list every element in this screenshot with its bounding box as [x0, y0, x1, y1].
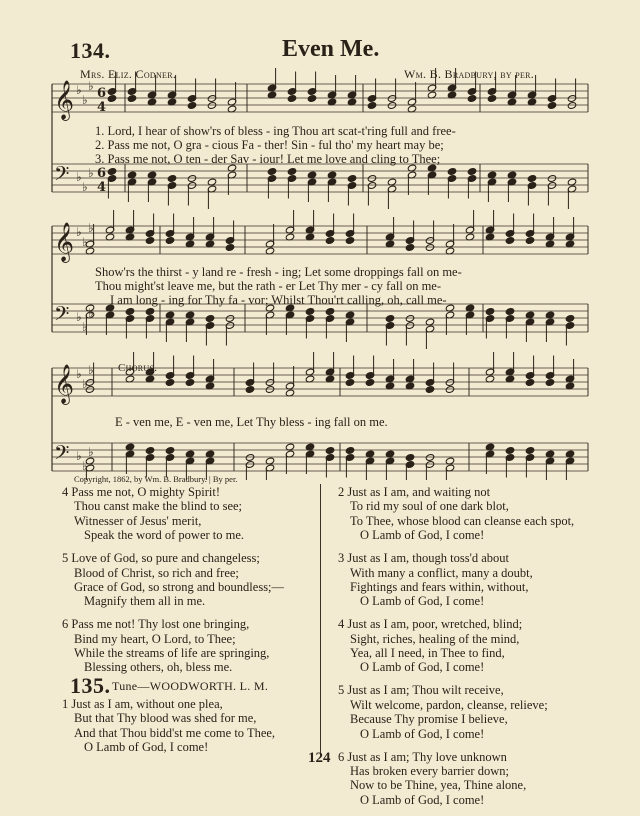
hymn-135-verse-3	[338, 551, 628, 609]
flat-sign: ♭	[82, 180, 88, 194]
verse-line: Because Thy promise I believe,	[350, 712, 508, 727]
note-head	[287, 168, 296, 176]
note-head	[205, 315, 214, 323]
note-head	[447, 168, 456, 176]
note-head	[185, 379, 194, 387]
note-head	[167, 175, 176, 183]
verse-line: 6 Pass me not! Thy lost one bringing,	[62, 617, 250, 632]
note-head	[425, 244, 434, 252]
note-head	[165, 237, 174, 245]
note-head	[565, 315, 574, 323]
flat-sign: ♭	[88, 221, 94, 235]
flat-sign: ♭	[88, 79, 94, 93]
verse-line: O Lamb of God, I come!	[360, 594, 485, 609]
lyric-system2-line-2: Thou might'st leave me, but the rath - er Let Thy mer - cy fall on me-	[95, 279, 442, 293]
verse-line: But that Thy blood was shed for me,	[74, 711, 257, 726]
note-head	[325, 447, 334, 455]
verse-line: Blessing others, oh, bless me.	[84, 660, 233, 675]
note-head	[405, 454, 414, 462]
note-head	[307, 95, 316, 103]
flat-sign: ♭	[82, 235, 88, 249]
note-head	[505, 447, 514, 455]
note-head	[467, 168, 476, 176]
column-divider	[320, 484, 321, 754]
treble-clef: 𝄞	[54, 222, 75, 262]
verse-line: Magnify them all in me.	[84, 594, 206, 609]
note-head	[325, 308, 334, 316]
hymn-135-verse-1	[62, 697, 317, 755]
treble-clef: 𝄞	[54, 80, 75, 120]
note-head	[225, 244, 234, 252]
note-head	[145, 237, 154, 245]
note-head	[225, 315, 234, 323]
hymn-134-verse-6	[62, 617, 317, 675]
note-head	[345, 237, 354, 245]
note-head	[405, 244, 414, 252]
note-head	[107, 95, 116, 103]
hymn-135-verse-4	[338, 617, 628, 675]
hymn-135-verse-2	[338, 485, 628, 543]
verse-line: 1 Just as I am, without one plea,	[62, 697, 223, 711]
verse-line: 5 Love of God, so pure and changeless;	[62, 551, 260, 566]
verse-line: 6 Just as I am; Thy love unknown	[338, 749, 507, 764]
note-head	[425, 454, 434, 462]
verse-line: Wilt welcome, pardon, cleanse, relieve;	[350, 697, 548, 712]
verse-line: 2 Just as I am, and waiting not	[338, 485, 491, 499]
time-signature: 4	[97, 100, 107, 115]
verse-line: 4 Just as I am, poor, wretched, blind;	[338, 617, 523, 632]
note-head	[367, 102, 376, 110]
hymn-134-title: Even Me.	[282, 36, 380, 62]
verse-line: To rid my soul of one dark blot,	[350, 499, 509, 514]
note-head	[345, 447, 354, 455]
bass-clef: 𝄢	[54, 302, 70, 330]
note-head	[265, 386, 274, 394]
lyric-verse-2: 2. Pass me not, O gra - cious Fa - ther! Sin - ful tho' my heart may be;	[95, 138, 444, 152]
flat-sign: ♭	[76, 170, 82, 184]
flat-sign: ♭	[76, 449, 82, 463]
verse-line: 5 Just as I am; Thou wilt receive,	[338, 683, 504, 698]
note-head	[547, 102, 556, 110]
note-head	[107, 168, 116, 176]
verse-line: Thou canst make the blind to see;	[74, 499, 243, 514]
note-head	[547, 175, 556, 183]
note-head	[385, 315, 394, 323]
note-head	[525, 447, 534, 455]
verse-line: While the streams of life are springing,	[74, 646, 270, 661]
verse-line: Witnesser of Jesus' merit,	[74, 513, 202, 528]
lyric-verse-1: 1. Lord, I hear of show'rs of bless - ing Thou art scat-t'ring full and free-	[95, 124, 456, 138]
verse-line: 3 Just as I am, though toss'd about	[338, 551, 509, 566]
note-head	[485, 308, 494, 316]
note-head	[127, 95, 136, 103]
verse-line: 4 Pass me not, O mighty Spirit!	[62, 485, 220, 499]
copyright-notice: Copyright, 1862, by Wm. B. Bradbury. | By per.	[74, 474, 238, 484]
lyric-system2-line-1: Show'rs the thirst - y land re - fresh - ing; Let some droppings fall on me-	[95, 265, 462, 279]
note-head	[525, 379, 534, 387]
note-head	[567, 102, 576, 110]
verse-line: Yea, all I need, in Thee to find,	[350, 646, 505, 661]
hymn-135-number: 135.	[70, 673, 111, 698]
note-head	[505, 308, 514, 316]
time-signature: 4	[97, 180, 107, 195]
music-credit: Wm. B. Bradbury, by per.	[404, 67, 535, 81]
flat-sign: ♭	[82, 377, 88, 391]
note-head	[425, 386, 434, 394]
note-head	[145, 447, 154, 455]
verse-line: O Lamb of God, I come!	[360, 528, 485, 543]
flat-sign: ♭	[76, 225, 82, 239]
hymn-134-verse-4	[62, 485, 317, 543]
bass-clef: 𝄢	[54, 441, 70, 469]
note-head	[245, 454, 254, 462]
note-head	[545, 379, 554, 387]
verse-line: O Lamb of God, I come!	[360, 660, 485, 675]
lyric-system2-line-3: I am long - ing for Thy fa - vor; Whilst Thou'rt calling, oh, call me-	[110, 293, 447, 307]
note-head	[445, 386, 454, 394]
time-signature: 6	[97, 166, 107, 181]
hymn-135-tune: Tune—WOODWORTH. L. M.	[112, 679, 269, 693]
chorus-lyric: E - ven me, E - ven me, Let Thy bless - ing fall on me.	[115, 415, 388, 429]
note-head	[467, 95, 476, 103]
bass-clef: 𝄢	[54, 162, 70, 190]
page-number: 124	[308, 750, 331, 766]
note-head	[487, 95, 496, 103]
flat-sign: ♭	[82, 459, 88, 473]
note-head	[267, 168, 276, 176]
note-head	[165, 379, 174, 387]
note-head	[305, 308, 314, 316]
note-head	[165, 447, 174, 455]
flat-sign: ♭	[76, 367, 82, 381]
note-head	[125, 308, 134, 316]
hymn-135-verse-5	[338, 683, 628, 741]
verse-line: And that Thou bidd'st me come to Thee,	[74, 725, 276, 740]
hymn-135-verse-6	[338, 750, 628, 808]
time-signature: 6	[97, 86, 107, 101]
note-head	[145, 308, 154, 316]
note-head	[525, 237, 534, 245]
verse-line: Now to be Thine, yea, Thine alone,	[350, 778, 527, 793]
note-head	[245, 386, 254, 394]
note-head	[347, 175, 356, 183]
verse-line: Blood of Christ, so rich and free;	[74, 565, 239, 580]
note-head	[187, 175, 196, 183]
hymn-134-verses	[62, 485, 317, 683]
flat-sign: ♭	[88, 363, 94, 377]
note-head	[405, 315, 414, 323]
lyric-verse-3: 3. Pass me not, O ten - der Sav - iour! Let me love and cling to Thee;	[95, 152, 441, 166]
flat-sign: ♭	[88, 166, 94, 180]
verse-line: Sight, riches, healing of the mind,	[350, 631, 520, 646]
verse-line: Has broken every barrier down;	[350, 763, 509, 778]
verse-line: O Lamb of God, I come!	[360, 792, 485, 807]
verse-line: Bind my heart, O Lord, to Thee;	[74, 631, 236, 646]
note-head	[527, 175, 536, 183]
flat-sign: ♭	[82, 320, 88, 334]
verse-line: O Lamb of God, I come!	[84, 740, 209, 755]
note-head	[287, 95, 296, 103]
note-head	[207, 102, 216, 110]
note-head	[505, 237, 514, 245]
flat-sign: ♭	[76, 310, 82, 324]
note-head	[387, 102, 396, 110]
hymn-135-verse-1	[62, 697, 317, 763]
hymn-135-verses	[338, 485, 628, 816]
hymn-134-verse-5	[62, 551, 317, 609]
note-head	[187, 102, 196, 110]
flat-sign: ♭	[76, 83, 82, 97]
flat-sign: ♭	[88, 445, 94, 459]
verse-line: Fightings and fears within, without,	[350, 579, 529, 594]
note-head	[367, 175, 376, 183]
note-head	[325, 237, 334, 245]
words-credit: Mrs. Eliz. Codner.	[80, 67, 177, 81]
flat-sign: ♭	[88, 306, 94, 320]
verse-line: Grace of God, so strong and boundless;—	[74, 579, 285, 594]
flat-sign: ♭	[82, 93, 88, 107]
hymn-134-number: 134.	[70, 38, 111, 63]
treble-clef: 𝄞	[54, 364, 75, 404]
verse-line: With many a conflict, many a doubt,	[350, 565, 533, 580]
verse-line: O Lamb of God, I come!	[360, 726, 485, 741]
chorus-label: Chorus.	[118, 362, 158, 374]
note-head	[345, 379, 354, 387]
note-head	[365, 379, 374, 387]
verse-line: Speak the word of power to me.	[84, 528, 245, 543]
verse-line: To Thee, whose blood can cleanse each spot,	[350, 513, 575, 528]
